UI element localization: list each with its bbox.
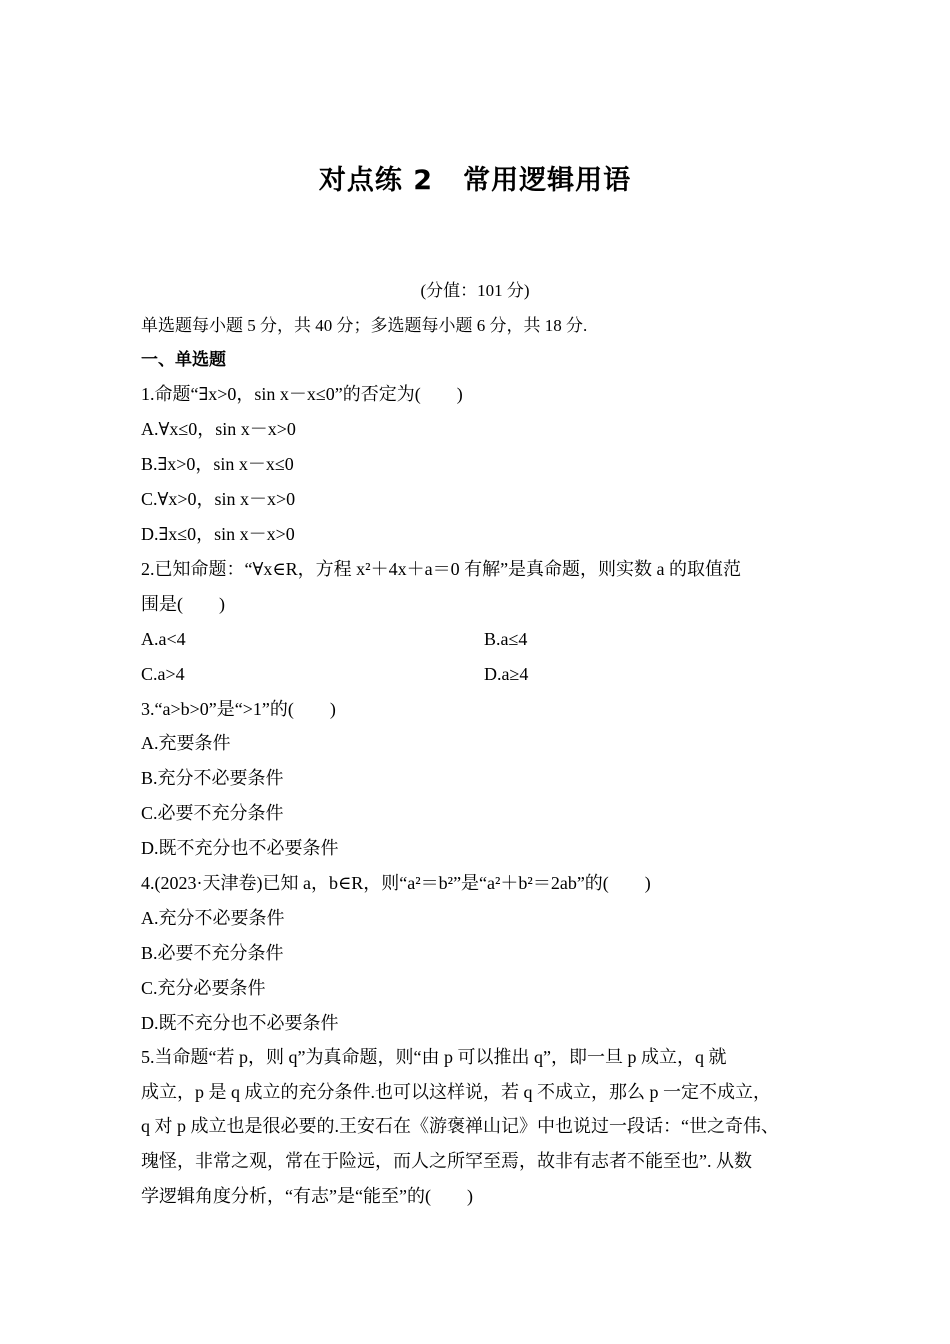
question-1-option-b: B.∃x>0，sin x－x≤0 [141,454,294,474]
question-4-stem: 4.(2023·天津卷)已知 a，b∈R，则“a²＝b²”是“a²＋b²＝2ab”的( ) [141,873,651,893]
question-4-option-b: B.必要不充分条件 [141,943,284,963]
question-2-option-c: C.a>4 [141,664,185,684]
question-1-option-d: D.∃x≤0，sin x－x>0 [141,524,295,544]
question-3-option-c: C.必要不充分条件 [141,803,284,823]
question-5-stem-line1: 5.当命题“若 p，则 q”为真命题，则“由 p 可以推出 q”，即一旦 p 成立，q 就 [141,1047,727,1067]
question-2-stem-line1: 2.已知命题：“∀x∈R，方程 x²＋4x＋a＝0 有解”是真命题，则实数 a 的取值范 [141,559,742,579]
question-3-option-d: D.既不充分也不必要条件 [141,838,339,858]
question-1-option-c: C.∀x>0，sin x－x>0 [141,489,296,509]
question-3-stem: 3.“a>b>0”是“>1”的( ) [141,699,336,719]
question-5-stem-line2: 成立，p 是 q 成立的充分条件.也可以这样说，若 q 不成立，那么 p 一定不成立， [141,1082,771,1102]
question-5-stem-line4: 瑰怪，非常之观，常在于险远，而人之所罕至焉，故非有志者不能至也”. 从数 [141,1151,752,1171]
question-4-option-d: D.既不充分也不必要条件 [141,1013,339,1033]
scoring-rules: 单选题每小题 5 分，共 40 分；多选题每小题 6 分，共 18 分. [141,316,588,335]
page-title [0,158,950,197]
question-2-stem-line2: 围是( ) [141,594,225,614]
question-3-option-a: A.充要条件 [141,733,231,753]
section-heading: 一、单选题 [141,350,226,370]
question-2-option-d: D.a≥4 [484,664,529,684]
question-2-option-b: B.a≤4 [484,629,528,649]
question-2-option-a: A.a<4 [141,629,186,649]
title-part1: 对点练 2 [318,165,434,196]
question-4-option-a: A.充分不必要条件 [141,908,285,928]
question-5-stem-line3: q 对 p 成立也是很必要的.王安石在《游褒禅山记》中也说过一段话：“世之奇伟、 [141,1116,779,1136]
question-5-stem-line5: 学逻辑角度分析，“有志”是“能至”的( ) [141,1186,473,1206]
score-note: (分值：101 分) [420,281,530,300]
question-1-stem: 1.命题“∃x>0，sin x－x≤0”的否定为( ) [141,384,463,404]
title-part2: 常用逻辑用语 [463,165,632,196]
question-3-option-b: B.充分不必要条件 [141,768,284,788]
question-1-option-a: A.∀x≤0，sin x－x>0 [141,419,296,439]
question-4-option-c: C.充分必要条件 [141,978,266,998]
